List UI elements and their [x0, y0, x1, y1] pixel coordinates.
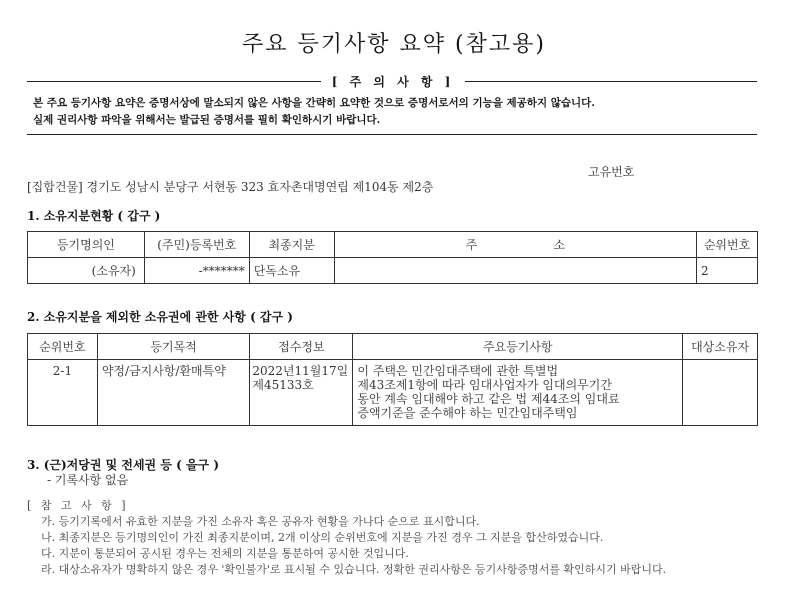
caution-rule-right: [465, 81, 757, 82]
cell-rank: 2: [697, 258, 758, 284]
details-line: 이 주택은 민간임대주택에 관한 특별법: [357, 364, 559, 378]
col-header-rank: 순위번호: [697, 232, 758, 258]
caution-rule-bottom: [27, 134, 757, 135]
rights-table: [27, 333, 758, 426]
note-item: 다. 지분이 통분되어 공시된 경우는 전체의 지분을 통분하여 공시한 것입니다.: [41, 547, 409, 560]
table-header-row: [28, 232, 758, 258]
caution-text: [33, 95, 763, 129]
col-header-owner: 대상소유자: [683, 334, 758, 360]
col-header-reg-no: (주민)등록번호: [144, 232, 249, 258]
section3-heading: 3. (근)저당권 및 전세권 등 ( 을구 ): [27, 458, 219, 472]
note-item: 라. 대상소유자가 명확하지 않은 경우 '확인불가'로 표시될 수 있습니다. 정확한 권리사항은 등기사항증명서를 확인하시기 바랍니다.: [41, 563, 667, 576]
cell-reg-no: -*******: [144, 258, 249, 284]
col-header-name: 등기명의인: [28, 232, 145, 258]
cell-owner-name: (소유자): [28, 258, 145, 284]
receipt-date: 2022년11월17일: [252, 364, 349, 378]
col-header-address: 주 소: [334, 232, 696, 258]
caution-header: [27, 73, 757, 89]
receipt-number: 제45133호: [252, 378, 314, 392]
details-line: 증액기준을 준수해야 하는 민간임대주택임: [357, 406, 578, 420]
col-header-purpose: 등기목적: [97, 334, 250, 360]
col-header-share: 최종지분: [249, 232, 334, 258]
cell-owner: [683, 360, 758, 426]
cell-address: [334, 258, 696, 284]
cell-purpose: 약정/금지사항/환매특약: [97, 360, 250, 426]
col-header-receipt: 접수정보: [250, 334, 353, 360]
section2-heading: 2. 소유지분을 제외한 소유권에 관한 사항 ( 갑구 ): [27, 310, 293, 324]
unique-number-label: 고유번호: [588, 165, 635, 179]
cell-receipt: [250, 360, 353, 426]
property-address: [집합건물] 경기도 성남시 분당구 서현동 323 효자촌대명연립 제104동 제2층: [27, 180, 434, 194]
caution-line-1: 본 주요 등기사항 요약은 증명서상에 말소되지 않은 사항을 간략히 요약한 것으로 증명서로서의 기능을 제공하지 않습니다.: [33, 97, 595, 109]
col-header-rank: 순위번호: [28, 334, 98, 360]
document-title: 주요 등기사항 요약 (참고용): [242, 32, 546, 57]
table-row: [28, 360, 758, 426]
details-line: 제43조제1항에 따라 임대사업자가 임대의무기간: [357, 378, 612, 392]
table-row: [28, 258, 758, 284]
section3-content: - 기록사항 없음: [47, 473, 129, 487]
reference-notes: [27, 498, 767, 578]
caution-title: [ 주 의 사 항 ]: [331, 75, 455, 89]
caution-rule-left: [27, 81, 321, 82]
ownership-table: [27, 231, 758, 284]
note-item: 가. 등기기록에서 유효한 지분을 가진 소유자 혹은 공유자 현황을 가나다 순으로 표시합니다.: [41, 515, 480, 528]
caution-line-2: 실제 권리사항 파악을 위해서는 발급된 증명서를 필히 확인하시기 바랍니다.: [33, 114, 381, 126]
col-header-details: 주요등기사항: [353, 334, 683, 360]
notes-header: [ 참 고 사 항 ]: [27, 499, 129, 512]
section1-heading: 1. 소유지분현황 ( 갑구 ): [27, 209, 161, 223]
details-line: 동안 계속 임대해야 하고 같은 법 제44조의 임대료: [357, 392, 620, 406]
table-header-row: [28, 334, 758, 360]
cell-share: 단독소유: [249, 258, 334, 284]
cell-details: [353, 360, 683, 426]
note-item: 나. 최종지분은 등기명의인이 가진 최종지분이며, 2개 이상의 순위번호에 지분을 가진 경우 그 지분을 합산하였습니다.: [41, 531, 604, 544]
cell-rank: 2-1: [28, 360, 98, 426]
